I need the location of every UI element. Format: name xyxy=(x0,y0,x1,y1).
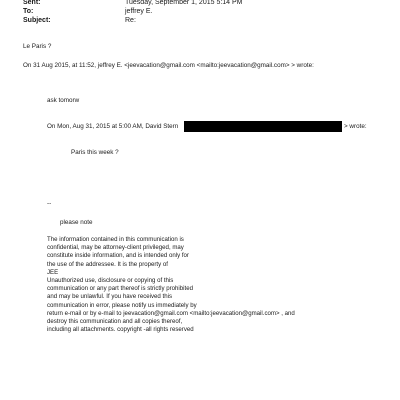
sent-value: Tuesday, September 1, 2015 5:14 PM xyxy=(125,0,243,6)
subject-value: Re: xyxy=(125,17,136,24)
quote1-intro: On 31 Aug 2015, at 11:52, jeffrey E. <jeevacation@gmail.com <mailto:jeevacation@gmail.com> > wrote: xyxy=(23,62,314,69)
subject-label: Subject: xyxy=(23,17,51,24)
quote2-text: Paris this week ? xyxy=(71,149,119,156)
disclaimer-line: communication or any part thereof is strictly prohibited xyxy=(47,285,193,293)
to-value: jeffrey E. xyxy=(125,8,153,15)
sent-label: Sent: xyxy=(23,0,41,6)
disclaimer-line: Unauthorized use, disclosure or copying of this xyxy=(47,276,174,284)
signature-separator: -- xyxy=(47,200,52,207)
quote2-intro-prefix: On Mon, Aug 31, 2015 at 5:00 AM, David Stern xyxy=(47,123,179,130)
greeting-text: Le Paris ? xyxy=(23,43,52,50)
disclaimer-line: confidential, may be attorney-client privileged, may xyxy=(47,244,184,252)
disclaimer-line: destroy this communication and all copies thereof, xyxy=(47,317,183,325)
disclaimer-line: JEE xyxy=(47,268,59,276)
quote2-intro-suffix: > wrote: xyxy=(344,123,367,130)
disclaimer-line: the use of the addressee. It is the property of xyxy=(47,260,168,268)
quote1-text: ask tomorw xyxy=(47,97,80,104)
disclaimer-line: and may be unlawful. If you have received this xyxy=(47,293,172,301)
disclaimer-line: communication in error, please notify us immediately by xyxy=(47,301,197,309)
disclaimer-line: The information contained in this communication is xyxy=(47,236,184,243)
legal-disclaimer xyxy=(47,236,295,334)
disclaimer-line: including all attachments. copyright -all rights reserved xyxy=(47,326,194,334)
note-text: please note xyxy=(60,219,93,226)
redaction-block xyxy=(184,121,342,132)
disclaimer-line: constitute inside information, and is intended only for xyxy=(47,252,189,260)
to-label: To: xyxy=(23,8,34,15)
disclaimer-line: return e-mail or by e-mail to jeevacation@gmail.com <mailto:jeevacation@gmail.com> , and xyxy=(47,309,295,317)
